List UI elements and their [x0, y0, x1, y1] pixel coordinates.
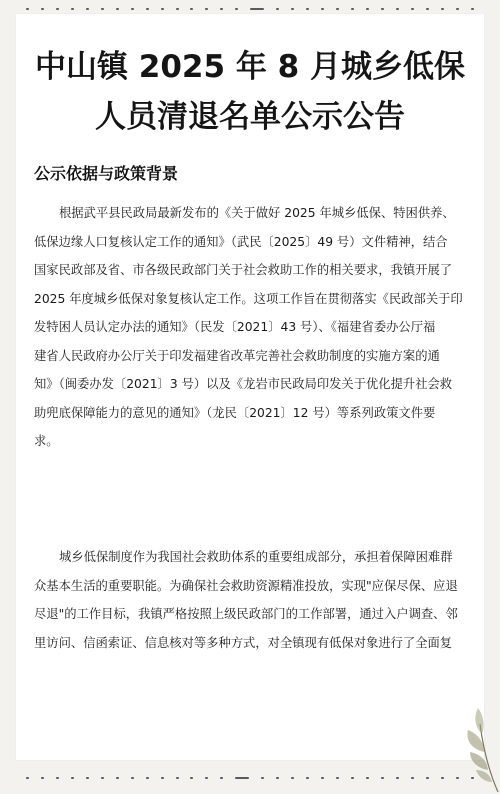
border-dash [176, 8, 179, 10]
border-dash [71, 8, 74, 10]
border-dash [86, 777, 89, 779]
border-dash [336, 777, 339, 779]
border-dash [306, 777, 309, 779]
border-dash [146, 8, 149, 10]
border-dash [321, 777, 324, 779]
paragraph-policy-basis [34, 199, 466, 456]
border-dash [306, 8, 309, 10]
border-dash [235, 8, 238, 10]
border-dash [291, 8, 294, 10]
border-dash [161, 777, 164, 779]
paragraph-line: 助兜底保障能力的意见的通知》（龙民〔2021〕12 号）等系列政策文件要 [34, 405, 436, 420]
border-dash [26, 777, 29, 779]
bottom-dashed-border [26, 775, 474, 781]
border-dash [250, 8, 264, 10]
border-dash [86, 8, 89, 10]
paragraph-line: 里访问、信函索证、信息核对等多种方式，对全镇现有低保对象进行了全面复 [34, 635, 453, 650]
border-dash [471, 8, 474, 10]
border-dash [190, 777, 193, 779]
border-dash [411, 8, 414, 10]
border-dash [381, 8, 384, 10]
border-dash [366, 777, 369, 779]
border-dash [396, 777, 399, 779]
border-dash [321, 8, 324, 10]
border-dash [276, 8, 279, 10]
border-dash [351, 8, 354, 10]
border-dash [426, 777, 429, 779]
top-dashed-border [26, 6, 474, 12]
title-line-1: 中山镇 2025 年 8 月城乡低保 [34, 49, 466, 85]
border-dash [426, 8, 429, 10]
border-dash [131, 8, 134, 10]
border-dash [235, 777, 249, 779]
border-dash [205, 8, 208, 10]
border-dash [456, 8, 459, 10]
paragraph-line: 众基本生活的重要职能。为确保社会救助资源精准投放，实现"应保尽保、应退 [34, 578, 458, 593]
border-dash [291, 777, 294, 779]
border-dash [116, 777, 119, 779]
leaf-icon [440, 694, 500, 794]
border-dash [381, 777, 384, 779]
border-dash [366, 8, 369, 10]
border-dash [131, 777, 134, 779]
border-dash [396, 8, 399, 10]
border-dash [411, 777, 414, 779]
paragraph-line: 发特困人员认定办法的通知》（民发〔2021〕43 号）、《福建省委办公厅福 [34, 320, 436, 334]
border-dash [71, 777, 74, 779]
border-dash [56, 777, 59, 779]
paragraph-line: 根据武平县民政局最新发布的《关于做好 2025 年城乡低保、特困供养、 [59, 206, 455, 220]
paragraph-line: 国家民政部及省、市各级民政部门关于社会救助工作的相关要求，我镇开展了 [34, 263, 453, 277]
border-dash [205, 777, 208, 779]
paragraph-line: 城乡低保制度作为我国社会救助体系的重要组成部分，承担着保障困难群 [59, 550, 453, 564]
paragraph-line: 求。 [34, 434, 59, 448]
border-dash [176, 777, 179, 779]
title-line-2: 人员清退名单公示公告 [95, 99, 405, 135]
border-dash [351, 777, 354, 779]
paragraph-system-role [34, 543, 466, 657]
border-dash [276, 777, 279, 779]
border-dash [101, 8, 104, 10]
border-dash [41, 777, 44, 779]
paragraph-line: 知》（闽委办发〔2021〕3 号）以及《龙岩市民政局印发关于优化提升社会救 [34, 377, 453, 391]
paragraph-line: 2025 年度城乡低保对象复核认定工作。这项工作旨在贯彻落实《民政部关于印 [34, 291, 463, 306]
border-dash [101, 777, 104, 779]
border-dash [146, 777, 149, 779]
page-title [0, 42, 500, 142]
paragraph-line: 低保边缘人口复核认定工作的通知》（武民〔2025〕49 号）文件精神，结合 [34, 234, 448, 249]
border-dash [190, 8, 193, 10]
border-dash [336, 8, 339, 10]
border-dash [161, 8, 164, 10]
border-dash [220, 777, 223, 779]
border-dash [261, 777, 264, 779]
border-dash [441, 8, 444, 10]
border-dash [41, 8, 44, 10]
border-dash [116, 8, 119, 10]
border-dash [220, 8, 223, 10]
section-heading: 公示依据与政策背景 [34, 164, 179, 183]
border-dash [26, 8, 29, 10]
border-dash [56, 8, 59, 10]
paragraph-line: 建省人民政府办公厅关于印发福建省改革完善社会救助制度的实施方案的通 [34, 348, 440, 363]
paragraph-line: 尽退"的工作目标，我镇严格按照上级民政部门的工作部署，通过入户调查、邻 [34, 607, 458, 621]
